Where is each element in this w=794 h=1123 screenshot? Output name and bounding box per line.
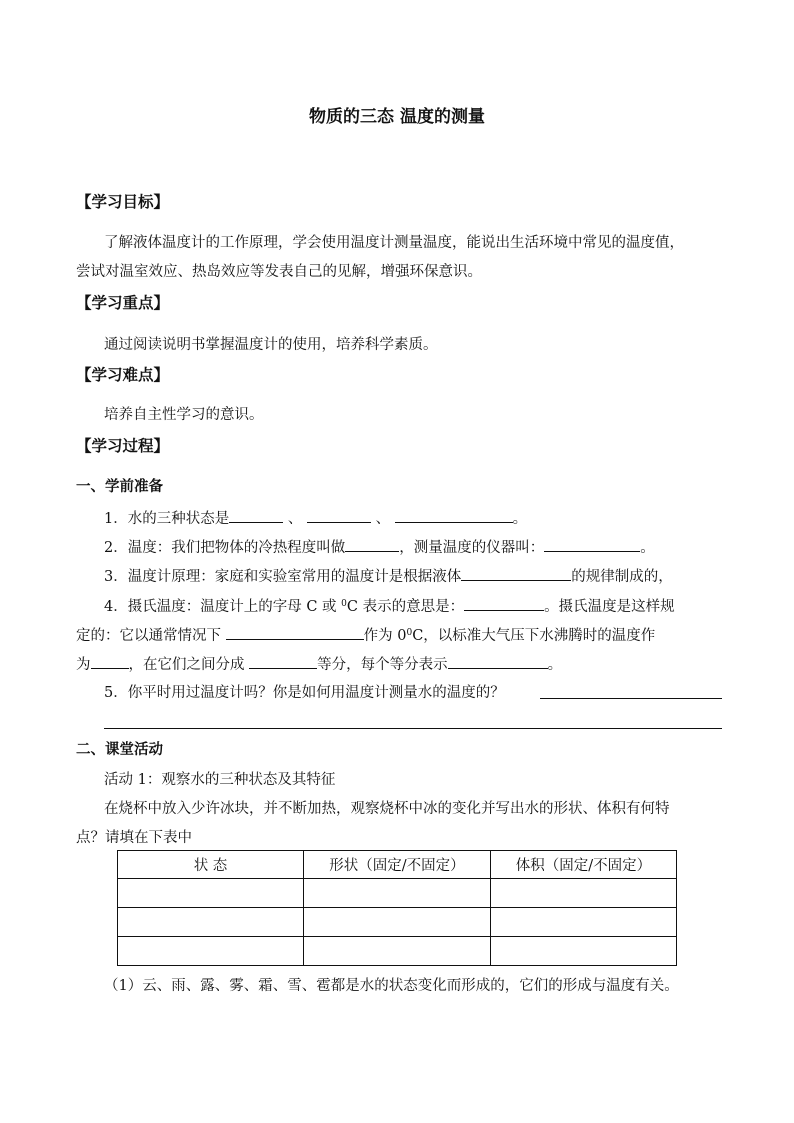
- part1-heading: 一、学前准备: [76, 479, 163, 495]
- blank[interactable]: [395, 508, 513, 523]
- table-cell[interactable]: [491, 879, 677, 908]
- table-header-volume: 体积（固定/不固定）: [491, 851, 677, 879]
- note-1: （1）云、雨、露、雾、霜、雪、雹都是水的状态变化而形成的，它们的形成与温度有关。: [104, 978, 679, 994]
- blank[interactable]: [544, 537, 640, 552]
- focus-text: 通过阅读说明书掌握温度计的使用，培养科学素质。: [104, 337, 438, 353]
- blank[interactable]: [448, 654, 548, 669]
- page-title: 物质的三态 温度的测量: [309, 107, 485, 127]
- activity-title: 活动 1：观察水的三种状态及其特征: [104, 772, 336, 788]
- goal-text-line2: 尝试对温室效应、热岛效应等发表自己的见解，增强环保意识。: [76, 264, 482, 280]
- blank[interactable]: [461, 566, 571, 581]
- blank[interactable]: [307, 508, 371, 523]
- question-5: 5．你平时用过温度计吗？你是如何用温度计测量水的温度的？: [104, 685, 505, 701]
- table-cell[interactable]: [304, 937, 491, 966]
- blank[interactable]: [229, 508, 283, 523]
- answer-line[interactable]: [104, 728, 722, 729]
- table-cell[interactable]: [491, 908, 677, 937]
- blank[interactable]: [249, 654, 317, 669]
- question-4-line1: 4．摄氏温度：温度计上的字母 C 或 $^0$C 表示的意思是： 。摄氏温度是这样规: [104, 596, 675, 616]
- table-header-row: [118, 851, 677, 879]
- difficulty-text: 培养自主性学习的意识。: [104, 407, 264, 423]
- section-heading-goal: 【学习目标】: [76, 193, 170, 211]
- question-3: 3．温度计原理：家庭和实验室常用的温度计是根据液体 的规律制成的，: [104, 566, 673, 586]
- states-table: [117, 850, 677, 966]
- table-row: [118, 908, 677, 937]
- question-2: 2．温度：我们把物体的冷热程度叫做 ，测量温度的仪器叫： 。: [104, 537, 655, 557]
- instruction-line2: 点？请填在下表中: [76, 830, 192, 846]
- question-4-line2: 定的：它以通常情况下 作为 $0^0C$，以标准大气压下水沸腾时的温度作: [76, 625, 655, 645]
- table-cell[interactable]: [304, 908, 491, 937]
- table-cell[interactable]: [304, 879, 491, 908]
- question-4-line3: 为 ，在它们之间分成 等分，每个等分表示 。: [76, 654, 562, 674]
- part2-heading: 二、课堂活动: [76, 742, 163, 758]
- section-heading-focus: 【学习重点】: [76, 294, 170, 312]
- table-cell[interactable]: [491, 937, 677, 966]
- goal-text-line1: 了解液体温度计的工作原理，学会使用温度计测量温度，能说出生活环境中常见的温度值，: [104, 235, 684, 251]
- section-heading-process: 【学习过程】: [76, 437, 170, 455]
- table-cell[interactable]: [118, 908, 304, 937]
- table-header-state: 状 态: [118, 851, 304, 879]
- table-row: [118, 937, 677, 966]
- table-header-shape: 形状（固定/不固定）: [304, 851, 491, 879]
- blank[interactable]: [345, 537, 399, 552]
- blank[interactable]: [226, 625, 364, 640]
- blank[interactable]: [464, 596, 544, 611]
- section-heading-difficulty: 【学习难点】: [76, 366, 170, 384]
- table-row: [118, 879, 677, 908]
- blank[interactable]: [91, 654, 129, 669]
- table-cell[interactable]: [118, 937, 304, 966]
- question-1: 1．水的三种状态是 、 、 。: [104, 508, 527, 528]
- table-cell[interactable]: [118, 879, 304, 908]
- answer-line[interactable]: [540, 698, 722, 699]
- instruction-line1: 在烧杯中放入少许冰块，并不断加热，观察烧杯中冰的变化并写出水的形状、体积有何特: [104, 801, 670, 817]
